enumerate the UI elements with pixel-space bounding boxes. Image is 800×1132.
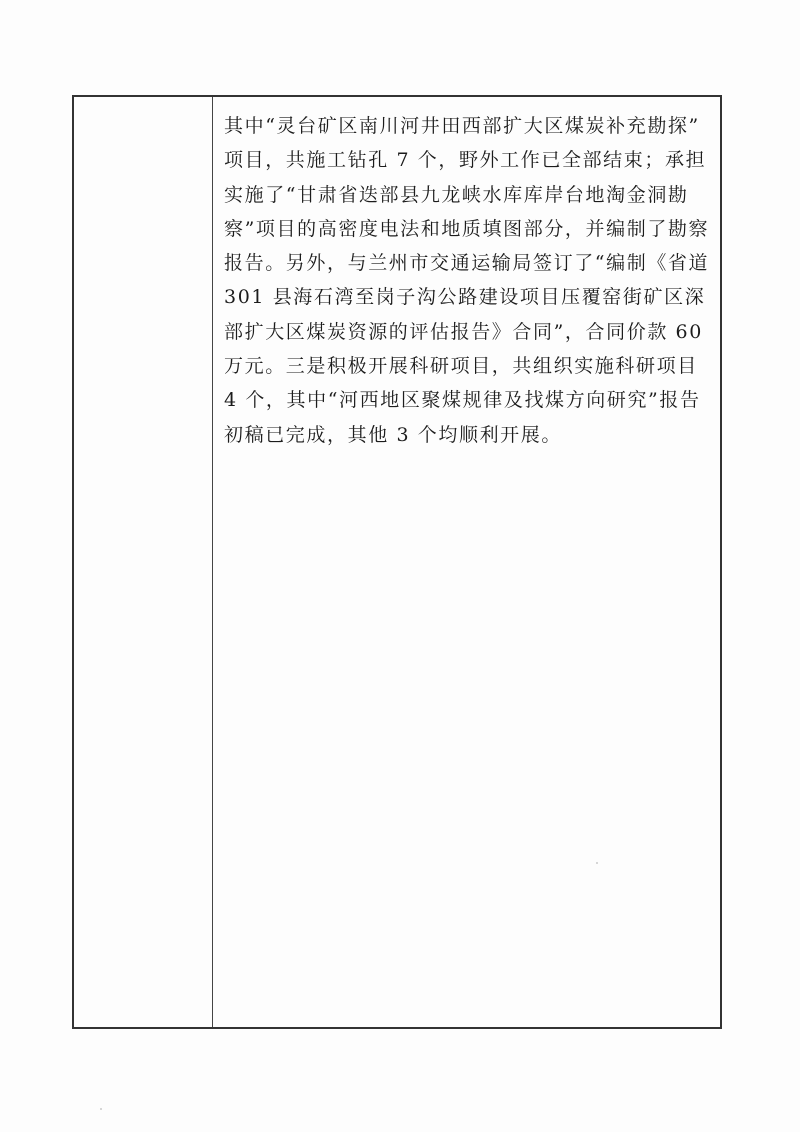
body-text-line: 其中“灵台矿区南川河井田西部扩大区煤炭补充勘探” xyxy=(224,115,700,137)
body-text-line: 4 个，其中“河西地区聚煤规律及找煤方向研究”报告 xyxy=(224,389,701,412)
body-text-line: 万元。三是积极开展科研项目，共组织实施科研项目 xyxy=(224,355,698,378)
body-text-line: 初稿已完成，其他 3 个均顺利开展。 xyxy=(224,423,562,446)
body-text-line: 实施了“甘肃省迭部县九龙峡水库库岸台地淘金洞勘 xyxy=(224,183,689,206)
table-content-column xyxy=(214,97,720,1027)
body-text-line: 部扩大区煤炭资源的评估报告》合同”，合同价款 60 xyxy=(224,320,703,343)
scan-speck xyxy=(596,862,598,864)
form-table xyxy=(72,95,722,1029)
body-text-line: 项目，共施工钻孔 7 个，野外工作已全部结束；承担 xyxy=(224,149,707,172)
body-text-line: 301 县海石湾至岗子沟公路建设项目压覆窑街矿区深 xyxy=(224,286,706,309)
scan-speck xyxy=(100,1108,102,1110)
table-label-column xyxy=(74,97,213,1027)
body-text-line: 察”项目的高密度电法和地质填图部分，并编制了勘察 xyxy=(224,217,710,240)
body-text-line: 报告。另外，与兰州市交通运输局签订了“编制《省道 xyxy=(224,252,710,275)
